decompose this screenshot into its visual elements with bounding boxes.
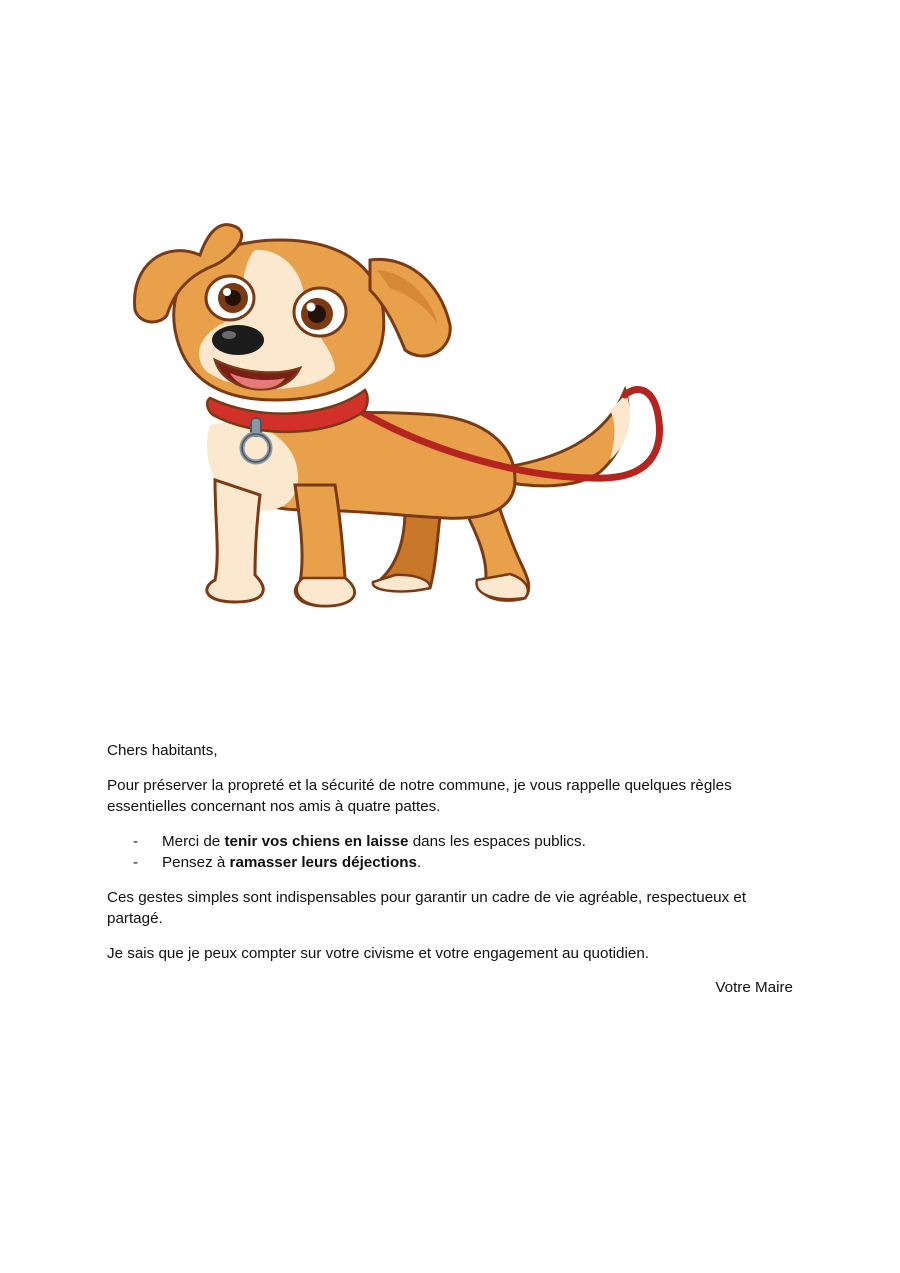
letter-body	[107, 740, 797, 1012]
closing-paragraph: Je sais que je peux compter sur votre civisme et votre engagement au quotidien.	[107, 944, 649, 962]
rule-item-leash	[107, 831, 797, 853]
rule-item-droppings	[107, 852, 797, 874]
dog-on-leash-icon	[105, 210, 680, 620]
signature: Votre Maire	[715, 979, 793, 996]
greeting: Chers habitants,	[107, 742, 218, 759]
conclusion-paragraph: Ces gestes simples sont indispensables pour garantir un cadre de vie agréable, respectueux et partagé.	[107, 888, 747, 927]
rule-text-before: Merci de	[162, 832, 225, 850]
rules-list	[107, 831, 797, 874]
rule-text-bold: tenir vos chiens en laisse	[224, 832, 409, 850]
dog-illustration	[105, 210, 680, 620]
rule-text-after: dans les espaces publics.	[408, 832, 586, 850]
rule-text-before: Pensez à	[162, 854, 230, 871]
list-dash: -	[133, 832, 139, 850]
rule-text-bold: ramasser leurs déjections	[229, 854, 417, 871]
list-dash: -	[133, 854, 139, 871]
rule-text-after: .	[416, 854, 422, 871]
intro-paragraph: Pour préserver la propreté et la sécurité de notre commune, je vous rappelle quelques règles essentielles concernant nos amis à quatre pattes.	[107, 776, 732, 815]
